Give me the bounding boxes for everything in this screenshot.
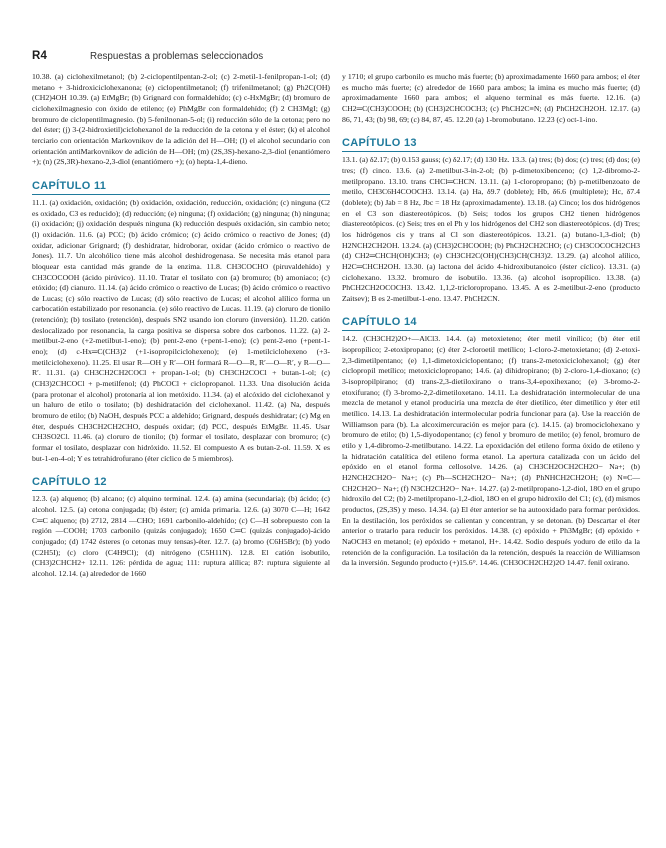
chapter-13-heading: CAPÍTULO 13 bbox=[342, 137, 640, 152]
right-column bbox=[342, 72, 640, 569]
running-title: Respuestas a problemas seleccionados bbox=[90, 51, 264, 62]
answers-ch14: 14.2. (CH3CH2)2O+—AlCl3. 14.4. (a) metoxieteno; éter metil vinílico; (b) éter etil isopropílico; 2-etoxipropano; (c) éter 2-cloroetil metílico; 1-cloro-2-metoxietano; (d) 2-etoxi-2,3-dimetilpentano; (e) 1,1-dimetoxiciclopentano; (f) trans-2-metoxiciclohexanol; (g) éter ciclopropil metílico; metoxiciclopropano; 14.6. (a) dihidropirano; (b) 2-cloro-1,4-dioxano; (c) 3-isopropilpirano; (d) trans-2,3-dietiloxirano o trans-3,4-epoxihexano; (e) 3-bromo-2-etoxifurano; (f) 3-bromo-2,2-dimetiloxetano. 14.11. La deshidratación intermolecular de una mezcla de metanol y etanol produciría una mezcla de éter dietílico, éter dimetílico y éter etil metílico. 14.13. La deshidratación intermolecular podría funcionar para (a). Use la reacción de Williamson para (b). La alcoximercuración es mejor para (c). 14.15. (a) bromociclohexano y bromuro de etilo; (b) 1,5-diyodopentano; (c) fenol y bromuro de metilo; (e) fenol, bromuro de etilo y 1,4-dibromo-2-metilbutano. 14.22. La epoxidación del etileno forma óxido de etileno y la hidratación catalítica del etileno forma etanol. La apertura catalizada con un ácido del epóxido en el etanol forma cellosolve. 14.26. (a) CH3CH2OCH2CH2O− Na+; (b) H2NCH2CH2O− Na+; (c) Ph—SCH2CH2O− Na+; (d) PhNHCH2CH2OH; (e) N≡C—CH2CH2O− Na+; (f) N3CH2CH2O− Na+. 14.27. (a) 2-metilpropano-1,2-diol, 18O en el grupo hidroxilo del C2; (b) 2-metilpropano-1,2-diol, 18O en el grupo hidroxilo del C1; (c), (d) mismos productos, (2S,3S) y meso. 14.34. (a) El éter anterior se ha autooxidado para formar peróxidos. En la destilación, los peróxidos se calientan y concentran, y se detonan. (b) Descartar el éter anterior o tratarlo para reducir los peróxidos. 14.38. (c) epóxido + Ph3MgBr; (d) epóxido + NaOCH3 en metanol; (e) epóxido + metanol, H+. 14.42. Sodio después yoduro de etilo da la retención de la configuración. La tosilación da la retención, después la reacción de Williamson da la inversión. Segundo producto (+)15.6°. 14.46. (CH3OCH2CH2)2O 14.47. fenil oxirano. bbox=[342, 334, 640, 568]
answers-ch12-cont: y 1710; el grupo carbonilo es mucho más fuerte; (b) aproximadamente 1660 para ambos; el éter es mucho más fuerte; (c) alrededor de 1660 para ambos; la imina es mucho más fuerte; (d) aproximadamente 1660 para ambos; el alqueno terminal es más fuerte. 12.16. (a) CH2═C(CH3)COOH; (b) (CH3)2CHCOCH3; (c) PhCH2C≡N; (d) PhCH2CH2OH. 12.17. (a) 86, 71, 43; (b) 98, 69; (c) 84, 87, 45. 12.20 (a) 1-bromobutano. 12.23 (c) oct-1-ino. bbox=[342, 72, 640, 124]
page-number: R4 bbox=[32, 50, 48, 62]
left-column bbox=[32, 72, 330, 580]
chapter-11-heading: CAPÍTULO 11 bbox=[32, 180, 330, 195]
answers-ch12: 12.3. (a) alqueno; (b) alcano; (c) alquino terminal. 12.4. (a) amina (secundaria); (b) ácido; (c) alcohol. 12.5. (a) cetona conjugada; (b) éster; (c) amida primaria. 12.6. (a) 3070 C—H; 1642 C═C alqueno; (b) 2712, 2814 —CHO; 1691 carbonilo-aldehído; (c) C—H sobrepuesto con la región —COOH; 1703 carbonilo (quizás conjugado); 1650 C═C (quizás conjugado)-ácido conjugado; (d) 1742 ésteres (o cetonas muy tensas)-éter. 12.7. (a) bromo (C6H5Br); (b) yodo (C2H5I); (c) cloro (C4H9Cl); (d) nitrógeno (C5H11N). 12.8. El catión isobutilo, (CH3)2CHCH2+ 12.11. 126: pérdida de agua; 111: ruptura alílica; 87: ruptura siguiente al alcohol. 12.14. (a) alrededor de 1660 bbox=[32, 494, 330, 578]
answers-ch13: 13.1. (a) δ2.17; (b) 0.153 gauss; (c) δ2.17; (d) 130 Hz. 13.3. (a) tres; (b) dos; (c) tres; (d) dos; (e) tres; (f) cinco. 13.6. (a) 2-metilbut-3-in-2-ol; (b) p-dimetoxibenceno; (c) 1,2-dibromo-2-metilpropano. 13.10. trans CHCl═CHCN. 13.11. (a) 1-cloropropano; (b) p-metilbenzoato de metilo, CH3C6H4COOCH3. 13.14. (a) Ha, δ9.7 (doblete); Hb, δ6.6 (multiplete); Hc, δ7.4 (doblete); (b) Jab = 8 Hz, Jbc = 18 Hz (aproximadamente). 13.18. (a) Cinco; los dos hidrógenos en el C3 son diastereotópicos. (b) Seis; todos los grupos CH2 tienen hidrógenos diastereotópicos. (c) Seis; tres en el Ph y los hidrógenos del CH2 son diastereotópicos. (d) Tres; los hidrógenos cis y trans al Cl son diastereotópicos. 13.21. (a) butano-1,3-diol; (b) H2NCH2CH2OH. 13.24. (a) (CH3)2CHCOOH; (b) PhCH2CH2CHO; (c) CH3COCOCH2CH3 (d) CH2═CHCH(OH)CH3; (e) CH3CH2C(OH)(CH3)CH(CH3)2. 13.29. (a) alcohol alílico, H2C═CHCH2OH. 13.30. (a) lactona del ácido 4-hidroxibutanoico (éster cíclico). 13.31. (a) ciclohexano. 13.32. bromuro de isobutilo. 13.36. (a) alcohol isopropílico. 13.38. (a) PhCH2CH2OCOCH3. 13.42. 1,1,2-tricloropropano. 13.45. A es 2-metilbut-2-eno (producto Zaitsev); B es 2-metilbut-1-eno. 13.47. PhCH2CN. bbox=[342, 155, 640, 303]
answers-ch10-end: 10.38. (a) ciclohexilmetanol; (b) 2-ciclopentilpentan-2-ol; (c) 2-metil-1-fenilpropan-1-ol; (d) metano + 3-hidroxiciclohexanona; (e) ciclopentilmetanol; (f) trifenilmetanol; (g) Ph2C(OH)(CH2)4OH 10.39. (a) EtMgBr; (b) Grignard con formaldehído; (c) c-HxMgBr; (d) bromuro de ciclohexilmagnesio con óxido de etileno; (e) PhMgBr con formaldehído; (f) 2 CH3MgI; (g) bromuro de ciclopentilmagnesio. (b) 5-fenilnonan-5-ol; (i) reducción sólo de la cetona; pero no del éster; (j) 3-(2-hidroxietil)ciclohexanol de la reducción de la cetona y el éster; (k) el alcohol terciario con orientación Markovnikov de la adición del H—OH; (l) el alcohol secundario con orientación antiMarkovnikov de adición de H—OH; (m) (2S,3S)-hexano-2,3-diol (enantiómero +); (n) (2S,3R)-hexano-2,3-diol (enantiómero +); (o) hepta-1,4-dieno. bbox=[32, 72, 330, 167]
answers-ch11: 11.1. (a) oxidación, oxidación; (b) oxidación, oxidación, reducción, oxidación; (c) ninguna (C2 es oxidado, C3 es reducido); (d) reducción; (e) ninguna; (f) oxidación; (g) ninguna; (h) ninguna; (i) oxidación; (j) oxidación después ninguna (k) reducción después oxidación, sin cambio neto; (l) oxidación. 11.6. (a) PCC; (b) ácido crómico; (c) ácido crómico o reactivo de Jones; (d) oxidar, adicionar Grignard; (f) deshidratar, hidroborar, oxidar (ácido crómico o reactivo de Jones). 11.7. Un alcohólico tiene más alcohol deshidrogenasa. Se necesita más etanol para bloquear esta cantidad más grande de la enzima. 11.8. CH3COCHO (piruvaldehído) y CH3COCOOH (ácido pirúvico). 11.10. Tratar el tosilato con (a) bromuro; (b) amoniaco; (c) etóxido; (d) cianuro. 11.14. (a) ácido crómico o reactivo de Lucas; (b) ácido crómico o reactivo de Lucas; (c) sólo reactivo de Lucas; (d) sólo reactivo de Lucas; el alcohol alílico forma un carbocatión estabilizado por resonancia. (e) sólo reactivo de Lucas. 11.19. (a) cloruro de tionilo (retención); (b) tosilato (retención), después SN2 usando ion cloruro (inversión). 11.20. catión deslocalizado por resonancia, la carga positiva se dispersa sobre dos carbonos. 11.22. (a) 2-metilbut-2-eno (+2-metilbut-1-eno); (b) pent-2-eno (+pent-1-eno); (c) pent-2-eno (+pent-1-eno); (d) c-Hx═C(CH3)2 (+1-isopropilciclohexeno); (e) 1-metilciclohexeno (+3-metilciclohexeno). 11.25. El usar R—OH y R′—OH formará R—O—R, R′—O—R′, y R—O—R′. 11.31. (a) CH3CH2CH2COCl + propan-1-ol; (b) CH3CH2COCl + butan-1-ol; (c) (CH3)2CHCOCl + p-metilfenol; (d) PhCOCl + ciclopropanol. 11.33. Una disolución ácida (para protonar el alcohol) protonaría al ion metóxido. 11.34. (a) el alcóxido del ciclohexanol y un haluro de etilo o tosilato; (b) deshidratación del ciclohexanol. 11.42. (a) Na, después bromuro de etilo; (b) NaOH, después PCC a aldehído; Grignard, después deshidratar; (c) Mg en éter, después CH3CH2CH2CHO, después oxidar; (d) PCC, después EtMgBr. 11.45. Usar CH3SO2Cl. 11.46. (a) cloruro de tionilo; (b) formar el tosilato, desplazar con bromuro; (c) formar el tosilato, desplazar con hidróxido. 11.52. El compuesto A es butan-2-ol. 11.59. X es but-1-en-4-ol; Y es tetrahidrofurano (éter cíclico de 5 miembros). bbox=[32, 197, 330, 463]
chapter-14-heading: CAPÍTULO 14 bbox=[342, 316, 640, 331]
chapter-12-heading: CAPÍTULO 12 bbox=[32, 476, 330, 491]
